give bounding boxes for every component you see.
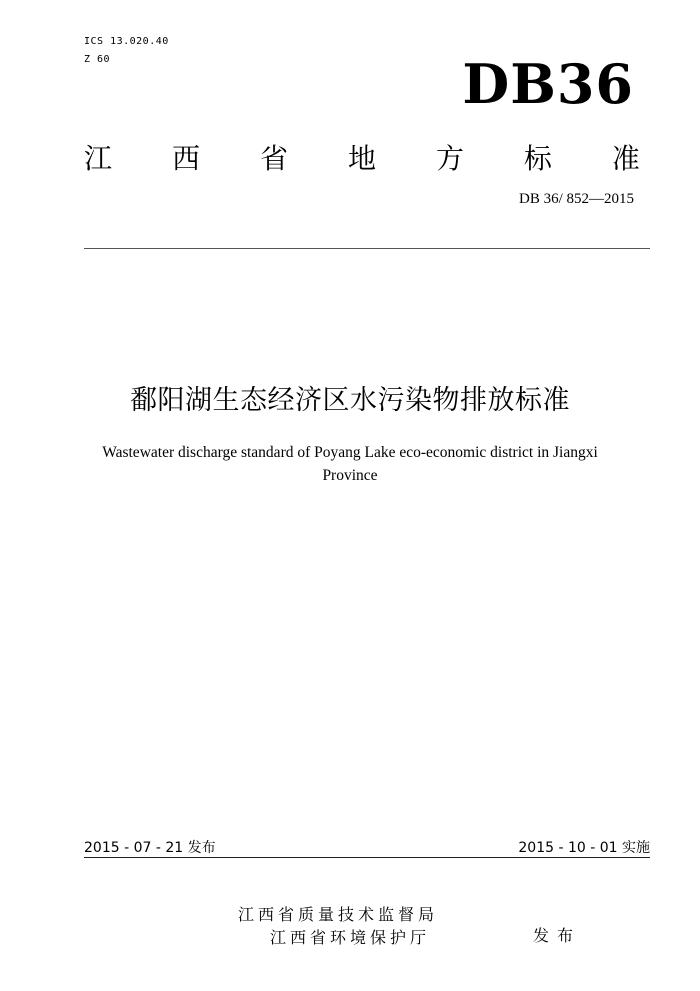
standard-type-char: 标 <box>523 142 552 175</box>
english-title-line: Province <box>322 467 378 484</box>
standard-type-heading <box>84 137 640 177</box>
standard-number: DB 36/ 852—2015 <box>518 191 634 207</box>
issued-label: 发布 <box>533 926 582 945</box>
header-divider <box>84 248 650 249</box>
english-title-line: Wastewater discharge standard of Poyang Lake eco-economic district in Jiangxi <box>102 444 598 461</box>
classification-code: Z 60 <box>84 54 111 65</box>
implementation-date: 2015 - 10 - 01 实施 <box>518 840 650 856</box>
standard-type-char: 方 <box>435 142 464 175</box>
standard-type-char: 西 <box>171 142 200 175</box>
document-title-chinese: 鄱阳湖生态经济区水污染物排放标准 <box>130 385 570 416</box>
footer-divider <box>84 857 650 858</box>
ics-code: ICS 13.020.40 <box>84 36 169 47</box>
standard-type-char: 省 <box>259 142 288 175</box>
issuer-environment-department: 江西省环境保护厅 <box>270 928 431 947</box>
db-code-logo: DB36 <box>462 52 634 116</box>
standard-type-char: 地 <box>347 142 376 175</box>
publish-date: 2015 - 07 - 21 发布 <box>84 840 216 856</box>
standard-type-char: 江 <box>84 142 113 175</box>
issuer-quality-bureau: 江西省质量技术监督局 <box>238 905 439 924</box>
standard-type-char: 准 <box>611 142 640 175</box>
document-title-english <box>70 441 630 487</box>
